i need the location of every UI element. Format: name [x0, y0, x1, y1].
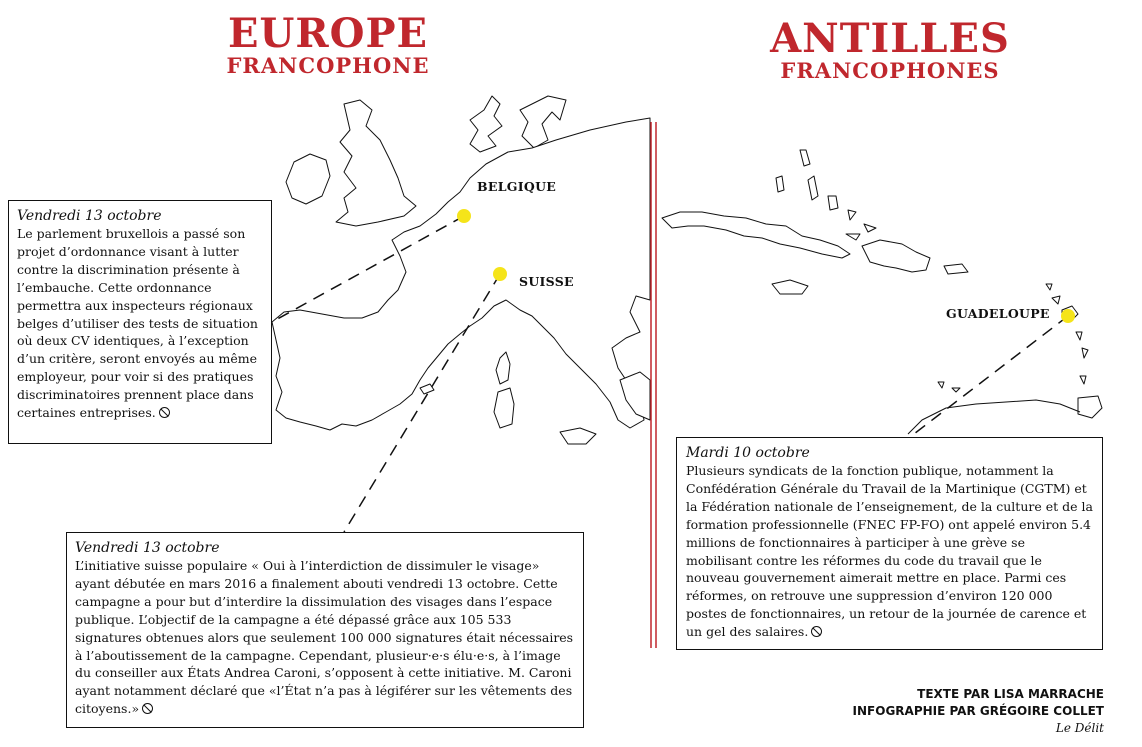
label-guadeloupe: GUADELOUPE	[946, 306, 1050, 321]
scandinavia-outline	[470, 96, 502, 152]
bahamas-1	[776, 176, 784, 192]
card-suisse	[66, 532, 584, 728]
card-guadeloupe-body: Plusieurs syndicats de la fonction publique, notamment la Confédération Générale du Travail de la Martinique (CGTM) et la Fédération nationale de l’enseignement, de la culture et de la formation professionnelle (FNEC FP-FO) ont appelé environ 5.4 millions de fonctionnaires à participer à une grève se mobilisant contre les réformes du code du travail que le nouveau gouvernement aimerait mettre en place. Parmi ces réformes, on retrouve une suppression d’environ 120 000 postes de fonctionnaires, un retour de la journée de carence et un gel des salaires.	[686, 463, 1093, 640]
bahamas-6	[864, 224, 876, 232]
europe-subtitle: FRANCOPHONE	[226, 53, 430, 78]
card-suisse-date: Vendredi 13 octobre	[75, 540, 220, 556]
label-belgique: BELGIQUE	[477, 179, 557, 194]
sicily-outline	[560, 428, 596, 444]
antilles-subtitle: FRANCOPHONES	[780, 58, 1000, 83]
antilles-title: ANTILLES	[770, 15, 1010, 62]
south-america-coast	[908, 400, 1080, 434]
aruba-curacao-2	[952, 388, 960, 392]
card-guadeloupe-date: Mardi 10 octobre	[686, 445, 810, 461]
lesser-antilles-2	[1052, 296, 1060, 304]
card-guadeloupe-text	[686, 462, 1093, 641]
lesser-antilles-3	[1076, 332, 1082, 340]
end-mark-icon	[159, 407, 170, 418]
lesser-antilles-1	[1046, 284, 1052, 290]
label-suisse: SUISSE	[519, 274, 574, 289]
bahamas-5	[848, 210, 856, 220]
divider	[651, 122, 656, 648]
hispaniola-outline	[862, 240, 930, 272]
marker-suisse	[493, 267, 507, 281]
puerto-rico-outline	[944, 264, 968, 274]
card-belgique-text	[17, 225, 263, 422]
card-belgique	[8, 200, 272, 444]
credits	[853, 686, 1104, 737]
card-guadeloupe	[676, 437, 1103, 650]
antilles-map	[662, 150, 1102, 434]
card-suisse-body: L’initiative suisse populaire « Oui à l’interdiction de dissimuler le visage» ayant débutée en mars 2016 a finalement abouti vendredi 13 octobre. Cette campagne a pour but d’interdire la dissimulation des visages dans l’espace publique. L’objectif de la campagne a été dépassé grâce aux 105 533 signatures obtenues alors que seulement 100 000 signatures était nécessaires à l’aboutissement de la campagne. Cependant, plusieur·e·s élu·e·s, à l’image du conseiller aux États Andrea Caroni, s’opposent à cette initiative. M. Caroni ayant notamment déclaré que «l’État n’a pas à légiférer sur les vêtements des citoyens.»	[75, 558, 574, 717]
great-britain-outline	[336, 100, 416, 226]
corsica-outline	[496, 352, 510, 384]
credit-journal: Le Délit	[1055, 721, 1104, 735]
end-mark-icon	[142, 703, 153, 714]
continent-outline	[272, 118, 650, 430]
card-suisse-text	[75, 557, 575, 718]
jamaica-outline	[772, 280, 808, 294]
credit-text-by: TEXTE PAR LISA MARRACHE	[917, 687, 1104, 701]
trinidad-outline	[1078, 396, 1102, 418]
bahamas-2	[800, 150, 810, 166]
bahamas-7	[846, 234, 860, 240]
card-belgique-date: Vendredi 13 octobre	[17, 208, 162, 224]
aruba-curacao-1	[938, 382, 944, 388]
cuba-outline	[662, 212, 850, 258]
leader-guadeloupe	[910, 316, 1068, 437]
bahamas-4	[828, 196, 838, 210]
europe-map	[272, 96, 650, 444]
sardinia-outline	[494, 388, 514, 428]
marker-belgique	[457, 209, 471, 223]
ireland-outline	[286, 154, 330, 204]
europe-title: EUROPE	[227, 10, 429, 57]
bahamas-3	[808, 176, 818, 200]
card-belgique-body: Le parlement bruxellois a passé son projet d’ordonnance visant à lutter contre la discrimination présente à l’embauche. Cette ordonnance permettra aux inspecteurs régionaux belges d’utiliser des tests de situation où deux CV identiques, à l’exception d’un critère, seront envoyés au même employeur, pour voir si des pratiques discriminatoires prennent place dans certaines entreprises.	[17, 226, 258, 421]
end-mark-icon	[811, 626, 822, 637]
credit-graphic-by: INFOGRAPHIE PAR GRÉGOIRE COLLET	[852, 704, 1104, 718]
marker-guadeloupe	[1061, 309, 1075, 323]
lesser-antilles-4	[1082, 348, 1088, 358]
lesser-antilles-5	[1080, 376, 1086, 384]
